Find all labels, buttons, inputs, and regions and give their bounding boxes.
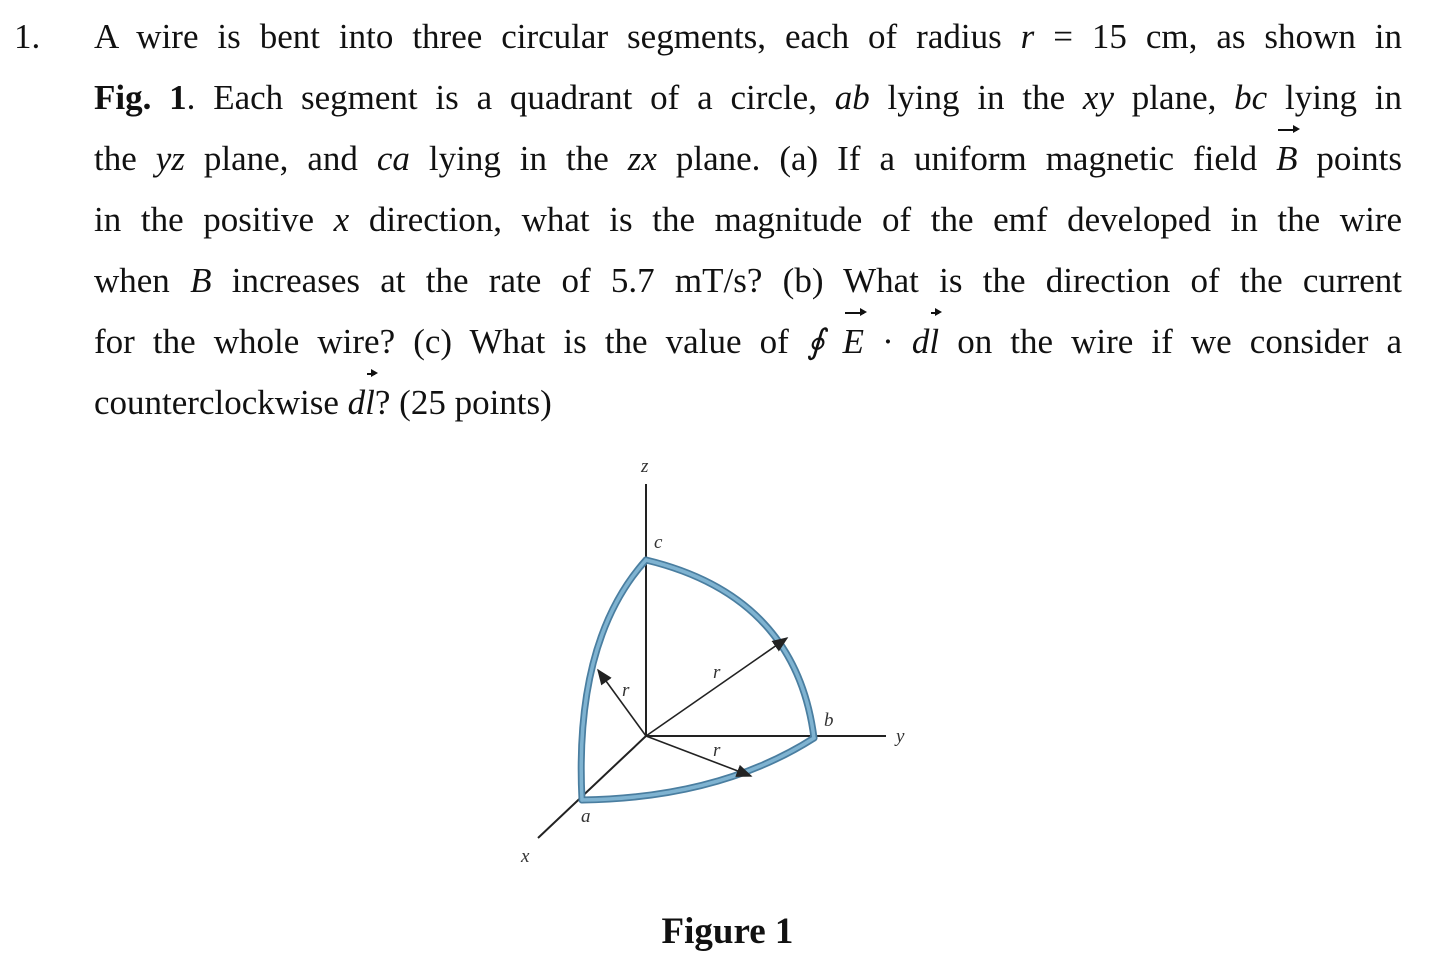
point-label-c: c	[654, 532, 663, 553]
vector-B: B	[1276, 128, 1297, 189]
problem-line-7: counterclockwise dl? (25 points)	[94, 372, 1402, 433]
radius-label-left: r	[622, 680, 630, 701]
radius-label-diagonal: r	[713, 662, 721, 683]
wire-segment-bc	[646, 560, 814, 738]
radius-arrow-bottom	[646, 736, 751, 776]
problem-line-5: when B increases at the rate of 5.7 mT/s? (b) What is the direction of the current	[94, 261, 1402, 300]
problem-line-1: A wire is bent into three circular segments, each of radius r = 15 cm, as shown in	[94, 17, 1403, 56]
figure-1	[500, 440, 940, 880]
problem-line-6: for the whole wire? (c) What is the value of ∮ E · dl on the wire if we consider a	[94, 311, 1402, 372]
vector-l: l	[365, 372, 375, 433]
radius-arrow-diagonal	[646, 638, 787, 736]
problem-line-3: the yz plane, and ca lying in the zx plane. (a) If a uniform magnetic field B points	[94, 128, 1402, 189]
x-axis	[538, 736, 646, 838]
problem-line-4: in the positive x direction, what is the magnitude of the emf developed in the wire	[94, 200, 1402, 239]
figure-reference: Fig. 1	[94, 78, 187, 117]
axis-label-z: z	[641, 456, 649, 477]
point-label-a: a	[581, 806, 591, 827]
wire-diagram	[500, 440, 940, 880]
problem-line-2: Fig. 1. Each segment is a quadrant of a circle, ab lying in the xy plane, bc lying in	[94, 78, 1403, 117]
contour-integral-symbol: ∮	[806, 324, 825, 361]
point-label-b: b	[824, 710, 834, 731]
problem-number: 1.	[14, 17, 41, 56]
axis-label-y: y	[896, 726, 905, 747]
vector-E: E	[843, 311, 864, 372]
figure-caption: Figure 1	[661, 911, 794, 952]
radius-label-bottom: r	[713, 740, 721, 761]
wire-segment-ab	[582, 738, 814, 800]
axis-label-x: x	[521, 846, 530, 867]
vector-l: l	[929, 311, 939, 372]
problem-statement	[94, 6, 1402, 433]
